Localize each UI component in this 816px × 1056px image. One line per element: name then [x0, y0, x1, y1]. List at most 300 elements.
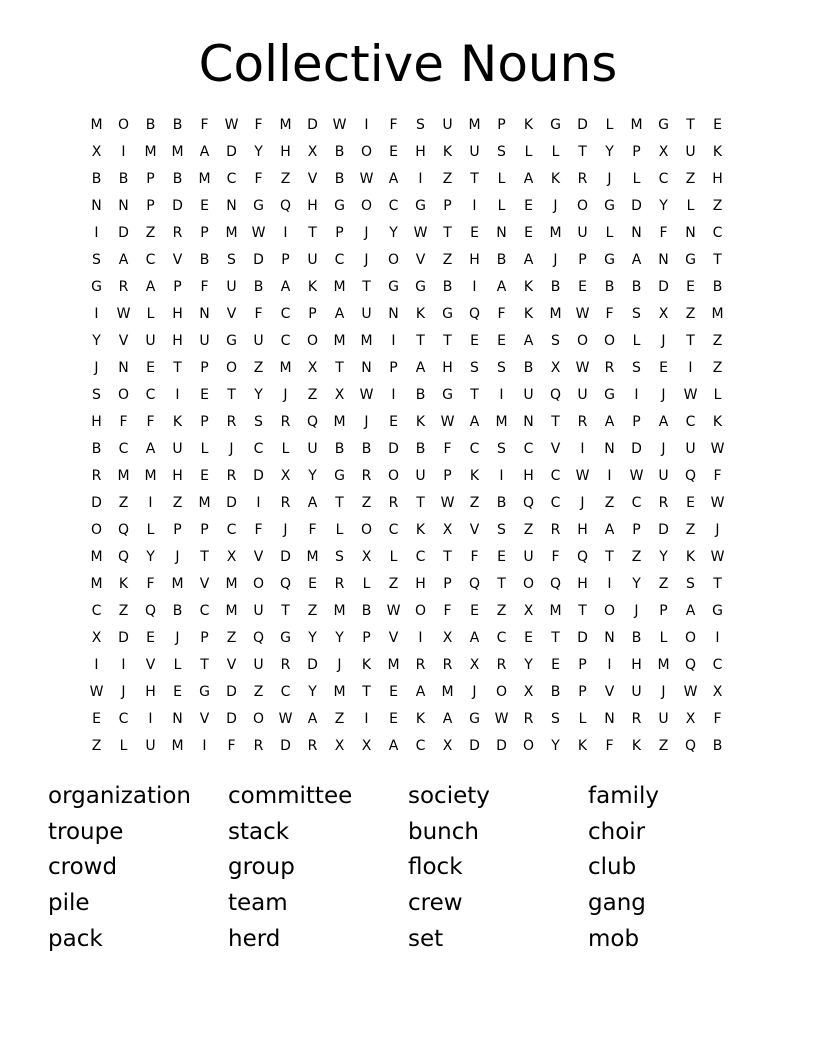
- grid-letter: M: [225, 225, 238, 241]
- grid-letter: S: [632, 306, 641, 322]
- grid-letter: C: [550, 495, 561, 511]
- grid-letter: M: [333, 603, 346, 619]
- grid-letter: K: [631, 738, 642, 754]
- grid-letter: R: [631, 711, 642, 727]
- grid-letter: A: [604, 414, 615, 430]
- grid-letter: H: [577, 522, 588, 538]
- grid-letter: J: [175, 549, 180, 565]
- grid-letter: Z: [307, 603, 318, 619]
- grid-letter: A: [118, 252, 129, 268]
- grid-letter: Z: [658, 738, 669, 754]
- grid-letter: F: [389, 117, 398, 133]
- grid-letter: N: [604, 630, 615, 646]
- grid-letter: F: [119, 414, 128, 430]
- grid-letter: D: [388, 441, 399, 457]
- grid-letter: I: [499, 468, 504, 484]
- grid-letter: I: [148, 495, 153, 511]
- grid-letter: G: [280, 630, 291, 646]
- grid-letter: Z: [145, 225, 156, 241]
- grid-letter: P: [632, 144, 641, 160]
- grid-letter: R: [496, 657, 507, 673]
- grid-letter: U: [253, 657, 264, 673]
- word-bank-item: family: [588, 783, 659, 809]
- grid-letter: A: [388, 738, 399, 754]
- grid-letter: O: [522, 738, 535, 754]
- grid-row: [83, 166, 731, 193]
- grid-letter: F: [659, 225, 668, 241]
- grid-letter: A: [280, 279, 291, 295]
- grid-letter: O: [684, 630, 697, 646]
- grid-row: [83, 436, 731, 463]
- grid-letter: M: [333, 414, 346, 430]
- grid-letter: M: [225, 603, 238, 619]
- grid-row: [83, 328, 731, 355]
- grid-letter: U: [631, 684, 642, 700]
- grid-letter: D: [280, 549, 291, 565]
- grid-letter: B: [334, 441, 345, 457]
- grid-letter: E: [389, 414, 398, 430]
- grid-letter: A: [307, 711, 318, 727]
- grid-letter: Z: [253, 684, 264, 700]
- grid-letter: M: [279, 117, 292, 133]
- grid-letter: B: [442, 279, 453, 295]
- grid-letter: F: [308, 522, 317, 538]
- grid-letter: I: [148, 711, 153, 727]
- grid-letter: A: [307, 495, 318, 511]
- grid-letter: K: [469, 468, 480, 484]
- grid-letter: J: [175, 630, 180, 646]
- grid-letter: C: [145, 252, 156, 268]
- grid-letter: G: [604, 198, 615, 214]
- grid-letter: O: [387, 468, 400, 484]
- grid-letter: C: [469, 441, 480, 457]
- grid-letter: G: [388, 279, 399, 295]
- grid-letter: M: [90, 549, 103, 565]
- grid-row: [83, 301, 731, 328]
- grid-letter: F: [443, 441, 452, 457]
- grid-letter: Z: [712, 198, 723, 214]
- grid-letter: A: [145, 441, 156, 457]
- grid-letter: E: [497, 333, 506, 349]
- grid-letter: W: [278, 711, 293, 727]
- grid-letter: B: [172, 603, 183, 619]
- grid-letter: N: [199, 306, 210, 322]
- grid-letter: F: [443, 603, 452, 619]
- grid-letter: T: [335, 495, 344, 511]
- grid-letter: R: [361, 468, 372, 484]
- grid-letter: N: [172, 711, 183, 727]
- grid-letter: Q: [576, 549, 589, 565]
- grid-letter: W: [710, 441, 725, 457]
- grid-letter: O: [603, 603, 616, 619]
- grid-letter: I: [121, 144, 126, 160]
- grid-letter: B: [334, 171, 345, 187]
- word-bank-item: bunch: [408, 818, 479, 845]
- grid-letter: U: [415, 468, 426, 484]
- grid-letter: G: [685, 252, 696, 268]
- grid-letter: W: [413, 225, 428, 241]
- grid-letter: M: [495, 414, 508, 430]
- grid-letter: W: [629, 468, 644, 484]
- grid-letter: I: [391, 387, 396, 403]
- grid-row: [83, 355, 731, 382]
- grid-letter: T: [551, 630, 560, 646]
- grid-letter: I: [202, 738, 207, 754]
- grid-letter: J: [364, 252, 369, 268]
- grid-letter: H: [145, 684, 156, 700]
- grid-letter: A: [523, 171, 534, 187]
- grid-letter: I: [121, 657, 126, 673]
- grid-letter: L: [497, 171, 506, 187]
- grid-letter: T: [686, 333, 695, 349]
- grid-letter: R: [91, 468, 102, 484]
- grid-letter: U: [307, 441, 318, 457]
- grid-letter: A: [469, 414, 480, 430]
- grid-letter: S: [470, 360, 479, 376]
- grid-letter: D: [496, 738, 507, 754]
- grid-letter: W: [575, 360, 590, 376]
- grid-letter: M: [144, 468, 157, 484]
- grid-letter: M: [549, 306, 562, 322]
- grid-letter: T: [578, 603, 587, 619]
- grid-letter: F: [605, 738, 614, 754]
- grid-letter: G: [469, 711, 480, 727]
- grid-letter: T: [173, 360, 182, 376]
- grid-letter: U: [685, 441, 696, 457]
- grid-letter: N: [118, 360, 129, 376]
- grid-letter: U: [253, 333, 264, 349]
- grid-letter: K: [550, 171, 561, 187]
- grid-letter: K: [685, 549, 696, 565]
- grid-letter: E: [470, 333, 479, 349]
- grid-letter: M: [387, 657, 400, 673]
- grid-letter: Z: [226, 630, 237, 646]
- grid-letter: J: [283, 387, 288, 403]
- grid-letter: A: [415, 360, 426, 376]
- grid-letter: X: [442, 522, 453, 538]
- grid-letter: W: [575, 306, 590, 322]
- word-bank-item: troupe: [48, 818, 124, 845]
- grid-letter: S: [497, 522, 506, 538]
- grid-letter: X: [469, 657, 480, 673]
- grid-letter: T: [335, 360, 344, 376]
- grid-letter: M: [171, 144, 184, 160]
- grid-letter: F: [254, 117, 263, 133]
- grid-letter: C: [712, 657, 723, 673]
- grid-letter: C: [712, 225, 723, 241]
- grid-letter: J: [661, 441, 666, 457]
- grid-letter: I: [418, 630, 423, 646]
- grid-letter: T: [443, 333, 452, 349]
- grid-letter: S: [686, 576, 695, 592]
- grid-letter: N: [604, 441, 615, 457]
- grid-letter: M: [225, 576, 238, 592]
- grid-letter: R: [415, 657, 426, 673]
- grid-letter: D: [118, 630, 129, 646]
- grid-letter: M: [144, 144, 157, 160]
- grid-letter: Z: [685, 306, 696, 322]
- word-bank-item: herd: [228, 925, 281, 952]
- grid-row: [83, 733, 731, 760]
- grid-letter: R: [307, 738, 318, 754]
- word-bank: [48, 779, 768, 957]
- grid-letter: X: [442, 738, 453, 754]
- grid-letter: U: [577, 225, 588, 241]
- grid-letter: Q: [144, 603, 157, 619]
- grid-letter: K: [307, 279, 318, 295]
- grid-letter: C: [91, 603, 102, 619]
- grid-letter: Y: [632, 576, 641, 592]
- grid-letter: H: [523, 468, 534, 484]
- grid-letter: L: [632, 171, 641, 187]
- grid-letter: B: [145, 117, 156, 133]
- grid-letter: D: [172, 198, 183, 214]
- grid-letter: R: [604, 360, 615, 376]
- grid-letter: I: [634, 387, 639, 403]
- grid-letter: B: [91, 441, 102, 457]
- grid-letter: P: [659, 603, 668, 619]
- grid-letter: S: [416, 117, 425, 133]
- grid-letter: Y: [551, 738, 560, 754]
- grid-letter: E: [524, 225, 533, 241]
- grid-letter: W: [332, 117, 347, 133]
- grid-letter: Y: [335, 630, 344, 646]
- grid-letter: R: [577, 414, 588, 430]
- grid-letter: H: [172, 468, 183, 484]
- grid-letter: P: [497, 117, 506, 133]
- grid-letter: N: [658, 252, 669, 268]
- grid-letter: W: [224, 117, 239, 133]
- grid-letter: L: [578, 711, 587, 727]
- grid-letter: K: [118, 576, 129, 592]
- grid-letter: X: [226, 549, 237, 565]
- grid-letter: E: [389, 144, 398, 160]
- grid-letter: X: [307, 360, 318, 376]
- grid-letter: U: [361, 306, 372, 322]
- grid-letter: I: [94, 657, 99, 673]
- grid-letter: S: [497, 144, 506, 160]
- grid-letter: H: [415, 576, 426, 592]
- grid-letter: M: [117, 468, 130, 484]
- grid-letter: X: [712, 684, 723, 700]
- grid-letter: Z: [172, 495, 183, 511]
- grid-letter: P: [200, 225, 209, 241]
- grid-letter: N: [631, 225, 642, 241]
- grid-letter: M: [549, 603, 562, 619]
- grid-letter: Z: [118, 495, 129, 511]
- grid-row: [83, 490, 731, 517]
- grid-letter: K: [442, 144, 453, 160]
- grid-letter: Q: [252, 630, 265, 646]
- grid-letter: I: [499, 387, 504, 403]
- grid-letter: W: [683, 684, 698, 700]
- grid-letter: O: [576, 333, 589, 349]
- grid-letter: W: [683, 387, 698, 403]
- grid-letter: O: [414, 603, 427, 619]
- grid-letter: I: [418, 171, 423, 187]
- grid-letter: H: [712, 171, 723, 187]
- grid-letter: Y: [308, 630, 317, 646]
- grid-letter: R: [280, 414, 291, 430]
- grid-letter: W: [251, 225, 266, 241]
- grid-letter: I: [688, 360, 693, 376]
- grid-letter: Y: [308, 684, 317, 700]
- grid-letter: A: [415, 684, 426, 700]
- grid-letter: L: [281, 441, 290, 457]
- grid-letter: L: [524, 144, 533, 160]
- grid-letter: E: [200, 198, 209, 214]
- grid-letter: W: [440, 495, 455, 511]
- grid-row: [83, 706, 731, 733]
- grid-letter: E: [713, 117, 722, 133]
- grid-letter: A: [631, 252, 642, 268]
- grid-letter: D: [226, 144, 237, 160]
- grid-letter: S: [497, 441, 506, 457]
- grid-letter: F: [713, 711, 722, 727]
- grid-row: [83, 571, 731, 598]
- word-bank-item: stack: [228, 818, 290, 845]
- grid-letter: P: [362, 630, 371, 646]
- grid-letter: Q: [279, 198, 292, 214]
- grid-letter: Q: [684, 468, 697, 484]
- grid-row: [83, 517, 731, 544]
- grid-letter: W: [386, 603, 401, 619]
- grid-letter: Z: [442, 252, 453, 268]
- grid-letter: K: [523, 279, 534, 295]
- grid-letter: R: [280, 495, 291, 511]
- grid-letter: L: [605, 225, 614, 241]
- grid-letter: A: [334, 306, 345, 322]
- grid-letter: C: [415, 738, 426, 754]
- grid-letter: Y: [524, 657, 533, 673]
- grid-letter: Z: [388, 576, 399, 592]
- grid-letter: Q: [117, 522, 130, 538]
- grid-letter: S: [227, 252, 236, 268]
- letter-grid: [83, 112, 731, 760]
- grid-letter: H: [577, 576, 588, 592]
- grid-letter: B: [631, 279, 642, 295]
- grid-letter: F: [497, 306, 506, 322]
- grid-letter: V: [307, 171, 318, 187]
- grid-letter: B: [172, 117, 183, 133]
- word-bank-item: team: [228, 890, 288, 917]
- grid-letter: I: [364, 711, 369, 727]
- grid-letter: N: [388, 306, 399, 322]
- grid-letter: U: [172, 441, 183, 457]
- grid-letter: T: [416, 495, 425, 511]
- grid-letter: F: [713, 468, 722, 484]
- grid-row: [83, 679, 731, 706]
- grid-letter: J: [661, 387, 666, 403]
- word-bank-item: committee: [228, 783, 353, 809]
- grid-letter: E: [524, 630, 533, 646]
- grid-letter: J: [229, 441, 234, 457]
- word-bank-item: flock: [408, 854, 463, 881]
- grid-letter: O: [306, 333, 319, 349]
- grid-letter: A: [496, 279, 507, 295]
- grid-letter: J: [580, 495, 585, 511]
- grid-letter: C: [631, 495, 642, 511]
- grid-letter: W: [359, 171, 374, 187]
- grid-letter: P: [443, 576, 452, 592]
- grid-letter: Z: [685, 171, 696, 187]
- grid-letter: O: [603, 333, 616, 349]
- grid-letter: L: [146, 306, 155, 322]
- grid-letter: A: [523, 252, 534, 268]
- grid-letter: I: [580, 441, 585, 457]
- grid-letter: H: [469, 252, 480, 268]
- grid-letter: L: [686, 198, 695, 214]
- grid-letter: Z: [442, 171, 453, 187]
- grid-letter: L: [119, 738, 128, 754]
- grid-letter: U: [307, 252, 318, 268]
- grid-letter: R: [388, 495, 399, 511]
- grid-letter: Q: [306, 414, 319, 430]
- grid-letter: X: [307, 144, 318, 160]
- grid-letter: J: [607, 171, 612, 187]
- grid-letter: B: [199, 252, 210, 268]
- word-bank-item: group: [228, 854, 295, 881]
- grid-letter: G: [712, 603, 723, 619]
- word-bank-item: crew: [408, 890, 463, 917]
- grid-letter: B: [361, 441, 372, 457]
- grid-letter: V: [226, 657, 237, 673]
- grid-letter: T: [200, 549, 209, 565]
- grid-letter: J: [661, 684, 666, 700]
- grid-letter: M: [171, 576, 184, 592]
- word-bank-item: society: [408, 783, 490, 809]
- grid-letter: Z: [604, 495, 615, 511]
- grid-letter: F: [605, 306, 614, 322]
- grid-letter: T: [443, 549, 452, 565]
- grid-letter: B: [91, 171, 102, 187]
- grid-letter: I: [391, 333, 396, 349]
- grid-letter: X: [91, 144, 102, 160]
- grid-letter: N: [91, 198, 102, 214]
- grid-letter: Z: [91, 738, 102, 754]
- grid-letter: S: [497, 360, 506, 376]
- grid-letter: I: [607, 468, 612, 484]
- grid-letter: L: [551, 144, 560, 160]
- grid-letter: K: [712, 144, 723, 160]
- grid-letter: R: [226, 468, 237, 484]
- grid-letter: R: [118, 279, 129, 295]
- word-bank-item: club: [588, 854, 637, 881]
- grid-letter: J: [634, 603, 639, 619]
- grid-letter: P: [173, 279, 182, 295]
- grid-letter: K: [577, 738, 588, 754]
- grid-letter: D: [307, 657, 318, 673]
- grid-letter: M: [90, 117, 103, 133]
- grid-letter: D: [91, 495, 102, 511]
- grid-letter: V: [469, 522, 480, 538]
- grid-letter: L: [713, 387, 722, 403]
- grid-letter: V: [199, 576, 210, 592]
- grid-letter: D: [658, 522, 669, 538]
- grid-letter: W: [440, 414, 455, 430]
- grid-letter: B: [172, 171, 183, 187]
- grid-letter: T: [362, 684, 371, 700]
- grid-row: [83, 463, 731, 490]
- grid-letter: L: [497, 198, 506, 214]
- grid-row: [83, 409, 731, 436]
- grid-letter: X: [334, 387, 345, 403]
- grid-letter: Q: [468, 306, 481, 322]
- grid-letter: M: [333, 279, 346, 295]
- grid-letter: P: [389, 360, 398, 376]
- grid-letter: L: [335, 522, 344, 538]
- grid-letter: T: [362, 279, 371, 295]
